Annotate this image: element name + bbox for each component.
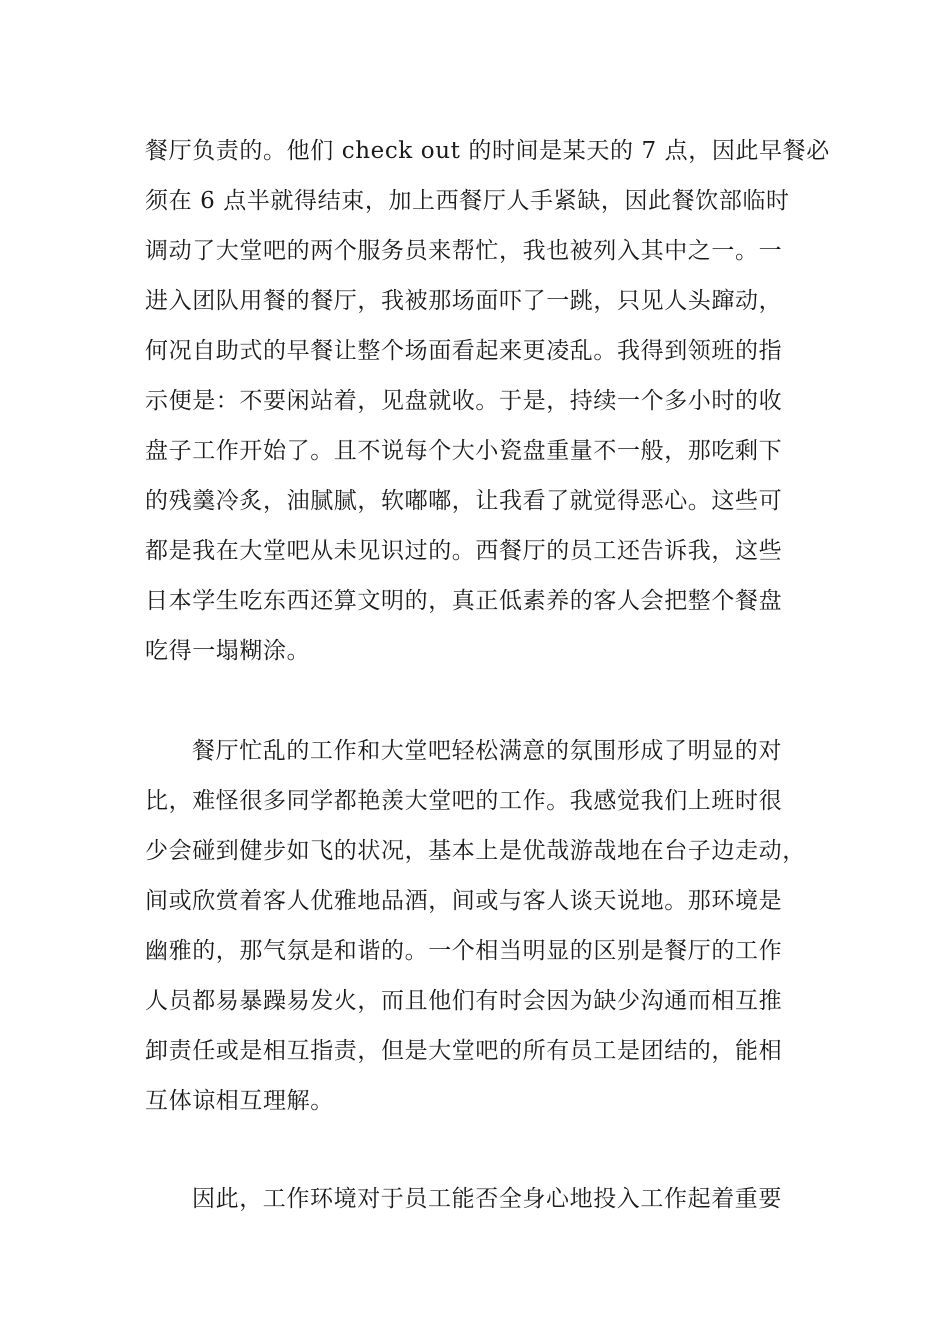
paragraph-2 — [145, 726, 825, 1126]
paragraph-line: 餐厅负责的。他们 check out 的时间是某天的 7 点，因此早餐必 — [145, 138, 830, 164]
paragraph-line: 幽雅的，那气氛是和谐的。一个相当明显的区别是餐厅的工作 — [145, 938, 783, 964]
paragraph-line: 盘子工作开始了。且不说每个大小瓷盘重量不一般，那吃剩下 — [145, 438, 783, 464]
paragraph-line: 餐厅忙乱的工作和大堂吧轻松满意的氛围形成了明显的对 — [192, 738, 782, 764]
paragraph-line: 示便是：不要闲站着，见盘就收。于是，持续一个多小时的收 — [145, 388, 783, 414]
paragraph-line: 互体谅相互理解。 — [145, 1088, 334, 1114]
paragraph-line: 吃得一塌糊涂。 — [145, 638, 311, 664]
paragraph-line: 须在 6 点半就得结束，加上西餐厅人手紧缺，因此餐饮部临时 — [145, 188, 790, 214]
paragraph-line: 都是我在大堂吧从未见识过的。西餐厅的员工还告诉我，这些 — [145, 538, 783, 564]
paragraph-line: 何况自助式的早餐让整个场面看起来更凌乱。我得到领班的指 — [145, 338, 783, 364]
paragraph-line: 调动了大堂吧的两个服务员来帮忙，我也被列入其中之一。一 — [145, 238, 783, 264]
paragraph-line: 卸责任或是相互指责，但是大堂吧的所有员工是团结的，能相 — [145, 1038, 783, 1064]
paragraph-3 — [145, 1174, 825, 1224]
paragraph-line: 少会碰到健步如飞的状况，基本上是优哉游哉地在台子边走动， — [145, 838, 806, 864]
paragraph-line: 因此，工作环境对于员工能否全身心地投入工作起着重要 — [192, 1186, 782, 1212]
paragraph-line: 日本学生吃东西还算文明的，真正低素养的客人会把整个餐盘 — [145, 588, 783, 614]
paragraph-line: 间或欣赏着客人优雅地品酒，间或与客人谈天说地。那环境是 — [145, 888, 783, 914]
paragraph-line: 比，难怪很多同学都艳羡大堂吧的工作。我感觉我们上班时很 — [145, 788, 783, 814]
paragraph-line: 进入团队用餐的餐厅，我被那场面吓了一跳，只见人头蹿动， — [145, 288, 783, 314]
paragraph-1 — [145, 126, 830, 676]
paragraph-line: 人员都易暴躁易发火，而且他们有时会因为缺少沟通而相互推 — [145, 988, 783, 1014]
paragraph-line: 的残羹冷炙，油腻腻，软嘟嘟，让我看了就觉得恶心。这些可 — [145, 488, 783, 514]
